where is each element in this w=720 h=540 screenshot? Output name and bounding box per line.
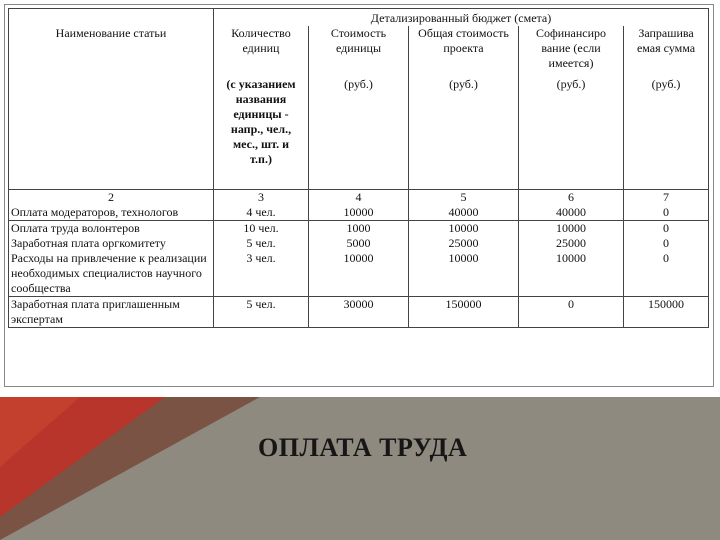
row-unit-cost: 10000 bbox=[309, 205, 409, 221]
header-cofinancing: Софинансиро вание (если имеется) bbox=[519, 26, 624, 71]
header-total-cost: Общая стоимость проекта bbox=[409, 26, 519, 71]
column-number: 6 bbox=[519, 190, 624, 206]
column-number: 7 bbox=[624, 190, 709, 206]
row-unit-cost: 10000 bbox=[309, 251, 409, 297]
header-item bbox=[9, 9, 214, 27]
table-row bbox=[9, 251, 709, 297]
slide-title: ОПЛАТА ТРУДА bbox=[258, 433, 468, 462]
header-unit-cost: Стоимость единицы bbox=[309, 26, 409, 71]
row-item: Оплата труда волонтеров bbox=[9, 221, 214, 237]
row-requested: 0 bbox=[624, 221, 709, 237]
row-quantity: 5 чел. bbox=[214, 236, 309, 251]
row-total-cost: 150000 bbox=[409, 297, 519, 328]
row-total-cost: 10000 bbox=[409, 251, 519, 297]
row-cofinancing: 10000 bbox=[519, 221, 624, 237]
row-item: Заработная плата приглашенным экспертам bbox=[9, 297, 214, 328]
budget-table bbox=[8, 8, 709, 328]
row-cofinancing: 10000 bbox=[519, 251, 624, 297]
table-row bbox=[9, 205, 709, 221]
column-number: 2 bbox=[9, 190, 214, 206]
table-caption: Детализированный бюджет (смета) bbox=[214, 9, 709, 27]
slide-footer-band bbox=[0, 397, 720, 540]
header-row bbox=[9, 26, 709, 71]
row-item: Оплата модераторов, технологов bbox=[9, 205, 214, 221]
row-cofinancing: 40000 bbox=[519, 205, 624, 221]
row-total-cost: 40000 bbox=[409, 205, 519, 221]
table-caption-row bbox=[9, 9, 709, 27]
units-item-empty bbox=[9, 71, 214, 190]
row-quantity: 3 чел. bbox=[214, 251, 309, 297]
column-number: 4 bbox=[309, 190, 409, 206]
row-cofinancing: 25000 bbox=[519, 236, 624, 251]
table-row bbox=[9, 297, 709, 328]
decorative-triangle-red-light bbox=[0, 397, 80, 467]
units-cofinancing: (руб.) bbox=[519, 71, 624, 190]
row-quantity: 5 чел. bbox=[214, 297, 309, 328]
row-requested: 0 bbox=[624, 236, 709, 251]
row-quantity: 4 чел. bbox=[214, 205, 309, 221]
row-total-cost: 25000 bbox=[409, 236, 519, 251]
row-cofinancing: 0 bbox=[519, 297, 624, 328]
row-unit-cost: 5000 bbox=[309, 236, 409, 251]
column-number: 3 bbox=[214, 190, 309, 206]
row-requested: 0 bbox=[624, 251, 709, 297]
column-number: 5 bbox=[409, 190, 519, 206]
header-quantity: Количество единиц bbox=[214, 26, 309, 71]
row-requested: 150000 bbox=[624, 297, 709, 328]
header-requested: Запрашива емая сумма bbox=[624, 26, 709, 71]
column-number-row bbox=[9, 190, 709, 206]
row-quantity: 10 чел. bbox=[214, 221, 309, 237]
row-total-cost: 10000 bbox=[409, 221, 519, 237]
table-row bbox=[9, 236, 709, 251]
row-requested: 0 bbox=[624, 205, 709, 221]
row-unit-cost: 30000 bbox=[309, 297, 409, 328]
units-quantity: (с указанием названия единицы - напр., чел., мес., шт. и т.п.) bbox=[214, 71, 309, 190]
units-unit-cost: (руб.) bbox=[309, 71, 409, 190]
row-item: Расходы на привлечение к реализации необходимых специалистов научного сообщества bbox=[9, 251, 214, 297]
row-unit-cost: 1000 bbox=[309, 221, 409, 237]
header-item-label: Наименование статьи bbox=[9, 26, 214, 71]
row-item: Заработная плата оргкомитету bbox=[9, 236, 214, 251]
units-requested: (руб.) bbox=[624, 71, 709, 190]
table-row bbox=[9, 221, 709, 237]
units-row bbox=[9, 71, 709, 190]
units-total-cost: (руб.) bbox=[409, 71, 519, 190]
